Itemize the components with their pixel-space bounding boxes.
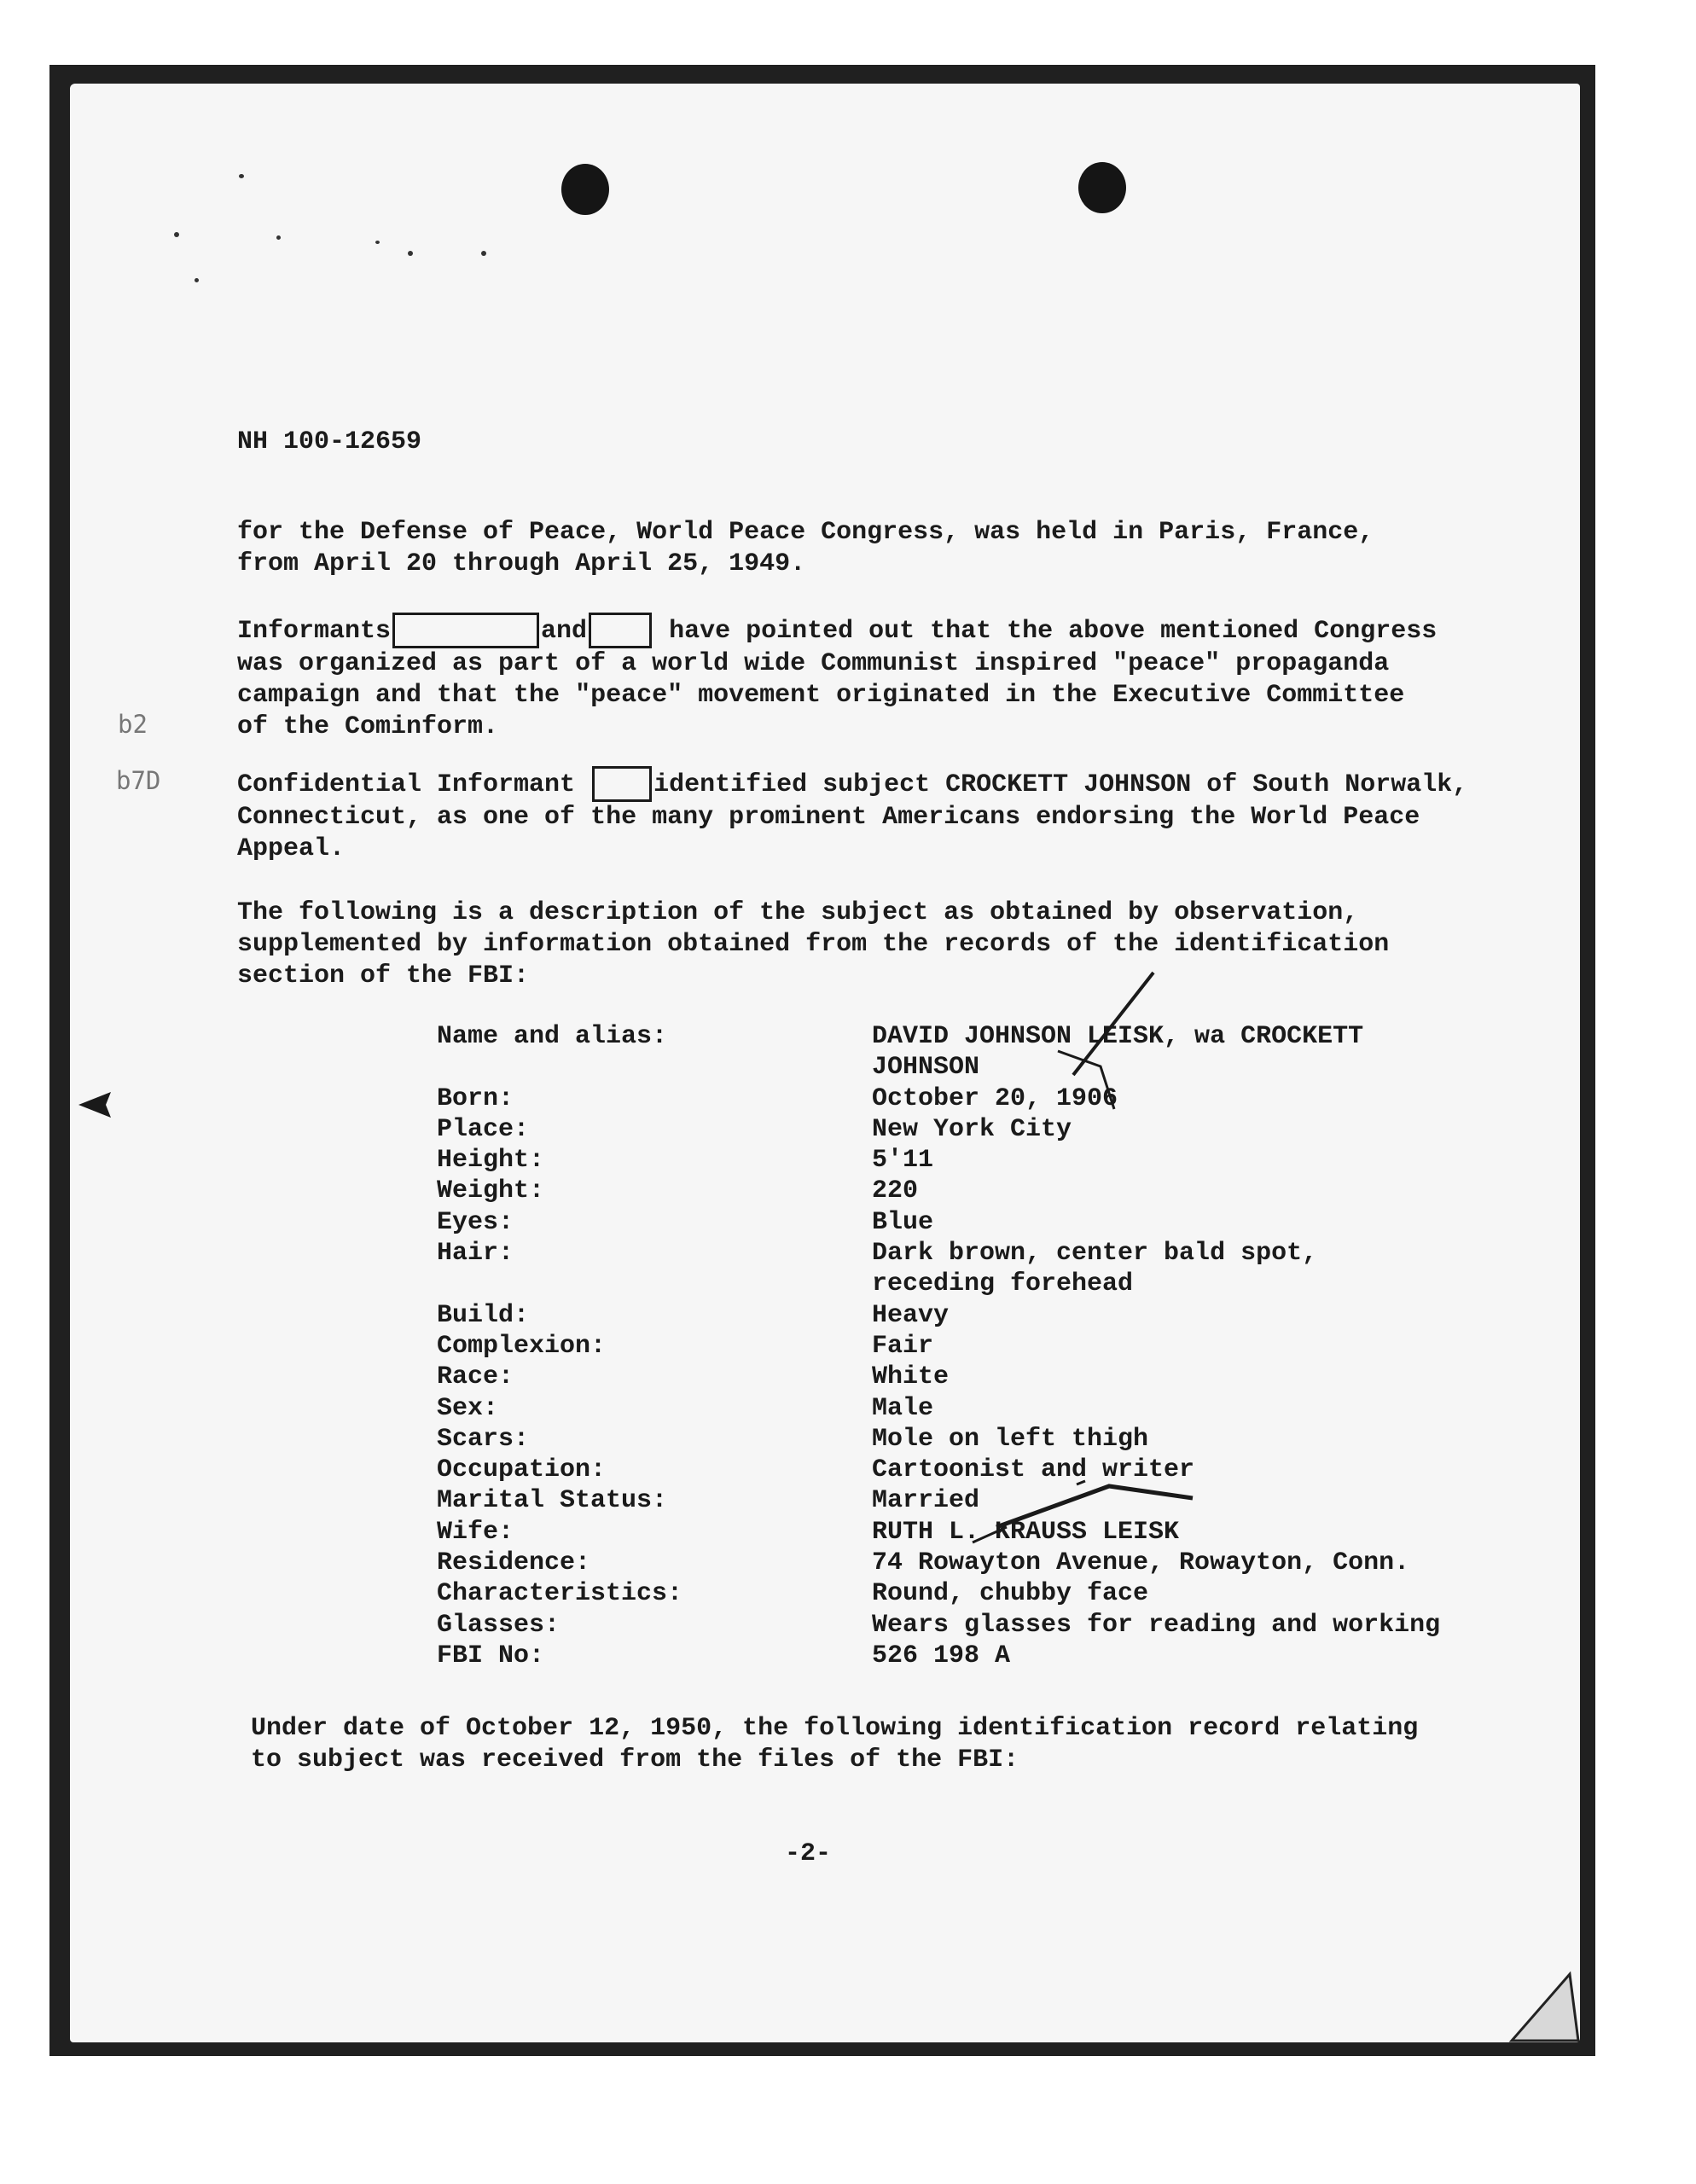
paragraph-line: section of the FBI: xyxy=(237,961,530,990)
scan-speck xyxy=(276,235,281,240)
description-label: Height: xyxy=(437,1146,545,1176)
description-value: 220 xyxy=(872,1176,919,1206)
paragraph-paris-congress xyxy=(237,517,1374,580)
informants-text: Informants xyxy=(237,616,392,646)
paragraph-line: was organized as part of a world wide Communist inspired "peace" propaganda xyxy=(237,649,1390,678)
paragraph-confidential xyxy=(237,766,1467,865)
scan-speck xyxy=(195,278,199,282)
margin-note-b2: b2 xyxy=(118,710,148,739)
paragraph-line: for the Defense of Peace, World Peace Congress, was held in Paris, France, xyxy=(237,518,1374,547)
description-value: Dark brown, center bald spot, xyxy=(872,1239,1318,1269)
pointed-out-text: have pointed out that the above mentioned Congress xyxy=(669,616,1438,646)
description-label: Sex: xyxy=(437,1393,499,1423)
paragraph-line xyxy=(237,613,1437,648)
redaction-box xyxy=(392,613,539,648)
scan-speck xyxy=(408,251,413,256)
description-value: October 20, 1906 xyxy=(872,1083,1118,1113)
description-value: Married xyxy=(872,1486,980,1516)
paragraph-line: to subject was received from the files of the FBI: xyxy=(251,1745,1019,1774)
description-value: Mole on left thigh xyxy=(872,1424,1149,1454)
paragraph-line: supplemented by information obtained from the records of the identification xyxy=(237,930,1390,959)
paragraph-line: of the Cominform. xyxy=(237,712,499,741)
margin-note-b7d: b7D xyxy=(116,766,161,795)
description-value: RUTH L. KRAUSS LEISK xyxy=(872,1517,1180,1547)
description-label: Hair: xyxy=(437,1239,514,1269)
page-corner-fold xyxy=(1503,1966,1580,2042)
description-label: Residence: xyxy=(437,1548,591,1578)
description-value: Cartoonist and writer xyxy=(872,1455,1195,1485)
punch-hole-right xyxy=(1078,162,1126,213)
description-value: 74 Rowayton Avenue, Rowayton, Conn. xyxy=(872,1548,1410,1578)
paragraph-line: The following is a description of the subject as obtained by observation, xyxy=(237,898,1359,927)
paragraph-line: Connecticut, as one of the many prominent Americans endorsing the World Peace xyxy=(237,803,1420,832)
scan-speck xyxy=(174,232,179,237)
scan-speck xyxy=(239,174,244,178)
paragraph-line: Appeal. xyxy=(237,834,346,863)
description-label: Born: xyxy=(437,1083,514,1113)
description-value: Wears glasses for reading and working xyxy=(872,1610,1441,1640)
description-value: Fair xyxy=(872,1331,934,1361)
page-number: -2- xyxy=(785,1839,832,1868)
description-value: DAVID JOHNSON LEISK, wa CROCKETT xyxy=(872,1022,1364,1051)
description-label: Scars: xyxy=(437,1424,530,1454)
description-label: Race: xyxy=(437,1362,514,1392)
description-label: Name and alias: xyxy=(437,1022,668,1051)
paragraph-line: campaign and that the "peace" movement originated in the Executive Committee xyxy=(237,681,1405,710)
description-label: Occupation: xyxy=(437,1455,607,1485)
redaction-box xyxy=(592,766,652,802)
description-label: Complexion: xyxy=(437,1331,607,1361)
file-number: NH 100-12659 xyxy=(237,427,422,456)
description-value: 526 198 A xyxy=(872,1641,1011,1670)
confidential-text: Confidential Informant xyxy=(237,770,576,799)
description-label: FBI No: xyxy=(437,1641,545,1670)
description-value: JOHNSON xyxy=(872,1053,980,1083)
paragraph-description-intro xyxy=(237,897,1389,992)
description-label: Eyes: xyxy=(437,1207,514,1237)
description-value: Round, chubby face xyxy=(872,1579,1149,1609)
description-value: New York City xyxy=(872,1114,1072,1144)
description-value: Male xyxy=(872,1393,934,1423)
description-value: Blue xyxy=(872,1207,934,1237)
margin-arrow-mark xyxy=(77,1090,113,1119)
description-label: Marital Status: xyxy=(437,1486,668,1516)
description-label: Wife: xyxy=(437,1517,514,1547)
description-value: receding forehead xyxy=(872,1269,1134,1299)
identified-text: identified subject CROCKETT JOHNSON of South Norwalk, xyxy=(653,770,1468,799)
punch-hole-left xyxy=(561,164,609,215)
paragraph-line: Under date of October 12, 1950, the following identification record relating xyxy=(251,1714,1419,1743)
paragraph-closing xyxy=(251,1713,1418,1776)
description-label: Build: xyxy=(437,1300,530,1330)
scan-speck xyxy=(375,241,380,244)
description-value: Heavy xyxy=(872,1300,950,1330)
description-label: Characteristics: xyxy=(437,1579,683,1609)
paragraph-line xyxy=(237,766,1467,802)
and-text: and xyxy=(541,616,588,646)
description-label: Glasses: xyxy=(437,1610,560,1640)
paragraph-line: from April 20 through April 25, 1949. xyxy=(237,549,806,578)
scan-speck xyxy=(481,251,486,256)
description-label: Weight: xyxy=(437,1176,545,1206)
description-label: Place: xyxy=(437,1114,530,1144)
description-value: White xyxy=(872,1362,950,1392)
redaction-box xyxy=(589,613,652,648)
paragraph-informants xyxy=(237,613,1437,743)
description-value: 5'11 xyxy=(872,1146,934,1176)
